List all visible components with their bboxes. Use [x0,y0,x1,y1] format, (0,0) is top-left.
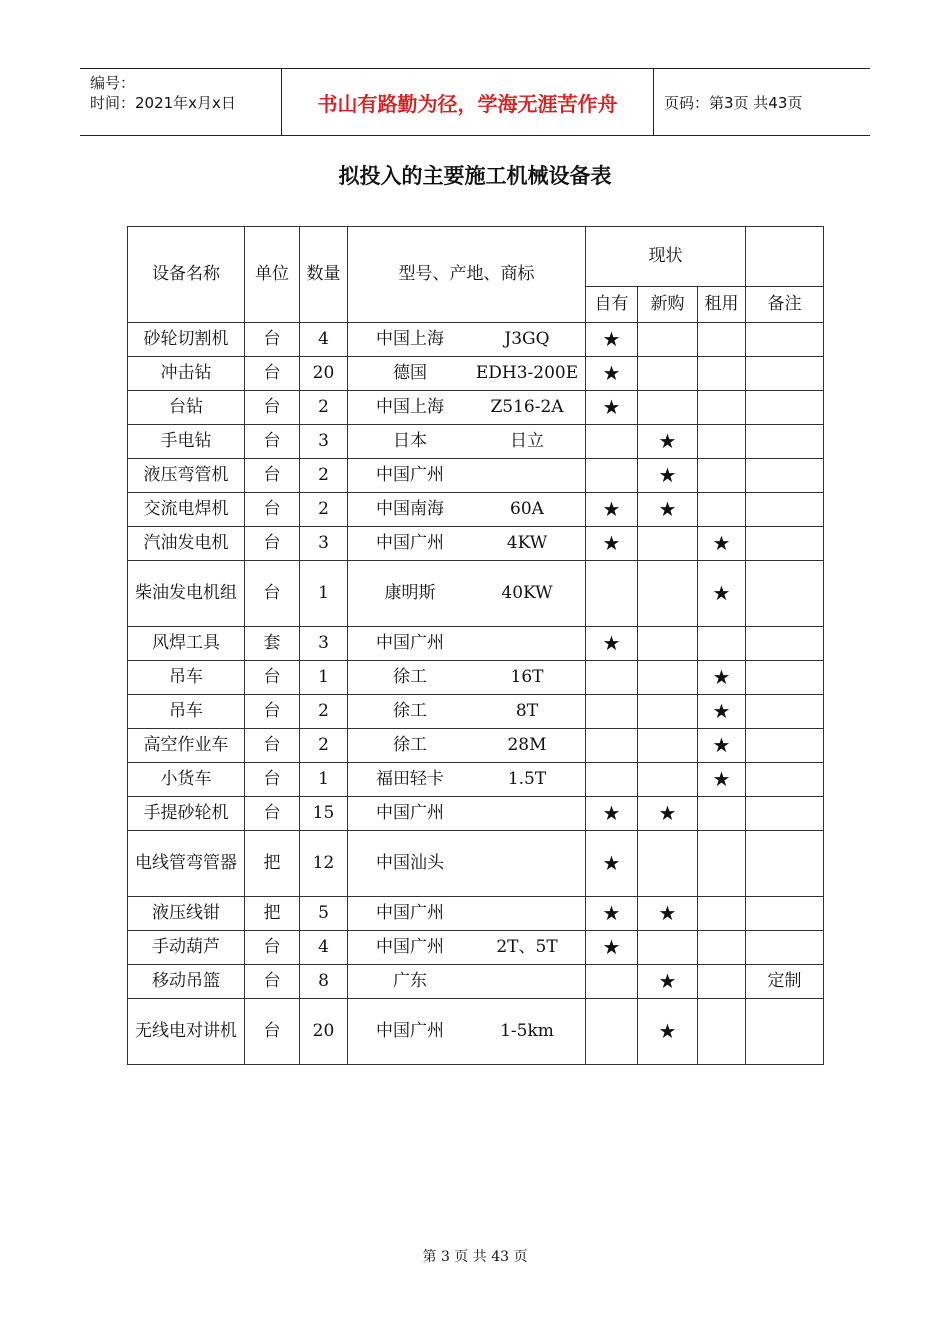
cell-new [638,831,698,897]
cell-model [348,797,586,831]
page-title: 拟投入的主要施工机械设备表 [338,163,612,188]
cell-model [348,763,586,797]
model-brand: 60A [510,499,544,519]
cell-model [348,897,586,931]
cell-qty: 12 [300,831,348,897]
cell-unit: 把 [245,831,300,897]
cell-qty: 1 [300,661,348,695]
cell-model [348,323,586,357]
cell-new [638,763,698,797]
cell-new [638,931,698,965]
cell-rent: ★ [698,527,746,561]
cell-own: ★ [586,391,638,425]
cell-note [746,425,824,459]
cell-unit: 台 [245,797,300,831]
model-origin: 中国广州 [376,937,444,957]
table-row [128,527,824,561]
table-row [128,965,824,999]
page-footer: 第 3 页 共 43 页 [422,1249,528,1265]
model-brand: 40KW [501,583,553,603]
table-row [128,763,824,797]
model-origin: 中国广州 [376,533,444,553]
cell-own [586,763,638,797]
cell-unit: 台 [245,391,300,425]
model-origin: 康明斯 [384,583,436,603]
cell-qty: 1 [300,763,348,797]
model-origin: 中国广州 [376,465,444,485]
cell-rent [698,391,746,425]
cell-name: 吊车 [128,695,245,729]
header-qty: 数量 [300,227,348,323]
cell-new: ★ [638,459,698,493]
model-origin: 广东 [393,971,427,991]
cell-model [348,391,586,425]
model-brand: Z516-2A [490,397,564,417]
cell-rent [698,797,746,831]
model-brand: 1.5T [507,769,547,789]
cell-note [746,357,824,391]
table-row [128,391,824,425]
table-row [128,627,824,661]
cell-unit: 台 [245,561,300,627]
table-row [128,999,824,1065]
model-brand: J3GQ [504,329,550,349]
cell-rent [698,931,746,965]
cell-qty: 2 [300,459,348,493]
cell-own [586,965,638,999]
cell-own: ★ [586,323,638,357]
cell-qty: 1 [300,561,348,627]
model-origin: 中国广州 [376,1021,444,1041]
table-row [128,561,824,627]
cell-note [746,729,824,763]
cell-name: 高空作业车 [128,729,245,763]
cell-rent [698,897,746,931]
cell-note [746,763,824,797]
cell-name: 冲击钻 [128,357,245,391]
cell-new [638,729,698,763]
cell-unit: 把 [245,897,300,931]
cell-note [746,627,824,661]
header-page-info: 页码：第3页 共43页 [664,93,803,112]
cell-new: ★ [638,897,698,931]
cell-unit: 台 [245,661,300,695]
cell-new [638,391,698,425]
header-status: 现状 [586,227,746,287]
table-row [128,797,824,831]
cell-note [746,391,824,425]
cell-rent: ★ [698,763,746,797]
cell-name: 风焊工具 [128,627,245,661]
cell-qty: 4 [300,931,348,965]
cell-rent [698,627,746,661]
cell-model [348,425,586,459]
cell-own [586,661,638,695]
cell-new: ★ [638,797,698,831]
cell-note [746,695,824,729]
cell-rent: ★ [698,561,746,627]
cell-unit: 台 [245,425,300,459]
cell-qty: 15 [300,797,348,831]
table-row [128,459,824,493]
cell-unit: 台 [245,931,300,965]
cell-model [348,357,586,391]
model-origin: 日本 [393,431,427,451]
header-note: 备注 [746,287,824,323]
cell-name: 汽油发电机 [128,527,245,561]
cell-new [638,561,698,627]
cell-qty: 2 [300,493,348,527]
cell-rent: ★ [698,729,746,763]
model-origin: 中国汕头 [376,853,444,873]
model-brand: 1-5km [500,1021,554,1041]
model-brand: 8T [515,701,539,721]
model-origin: 徐工 [393,667,427,687]
cell-name: 台钻 [128,391,245,425]
cell-qty: 2 [300,391,348,425]
cell-note [746,527,824,561]
cell-new [638,661,698,695]
cell-unit: 台 [245,763,300,797]
cell-rent [698,999,746,1065]
cell-name: 电线管弯管器 [128,831,245,897]
model-origin: 中国上海 [376,329,444,349]
cell-rent [698,831,746,897]
cell-qty: 8 [300,965,348,999]
cell-note [746,897,824,931]
cell-name: 手提砂轮机 [128,797,245,831]
cell-name: 无线电对讲机 [128,999,245,1065]
cell-new [638,695,698,729]
model-origin: 中国上海 [376,397,444,417]
cell-own: ★ [586,627,638,661]
table-row [128,931,824,965]
cell-own: ★ [586,831,638,897]
model-brand: EDH3-200E [475,363,579,383]
cell-name: 手电钻 [128,425,245,459]
cell-note [746,797,824,831]
table-row [128,661,824,695]
header-unit: 单位 [245,227,300,323]
table-row [128,493,824,527]
model-origin: 福田轻卡 [376,769,444,789]
cell-unit: 台 [245,527,300,561]
equipment-table [127,226,824,1065]
cell-qty: 4 [300,323,348,357]
cell-qty: 3 [300,527,348,561]
header-time: 时间：2021年x月x日 [90,94,236,112]
header-number: 编号： [90,74,136,92]
cell-unit: 台 [245,323,300,357]
cell-own: ★ [586,797,638,831]
cell-own [586,561,638,627]
cell-note [746,323,824,357]
table-row [128,425,824,459]
cell-name: 吊车 [128,661,245,695]
cell-qty: 20 [300,999,348,1065]
cell-unit: 台 [245,459,300,493]
table-row [128,729,824,763]
cell-model [348,493,586,527]
cell-name: 砂轮切割机 [128,323,245,357]
model-brand [468,797,586,830]
cell-own: ★ [586,527,638,561]
cell-rent: ★ [698,661,746,695]
cell-name: 移动吊篮 [128,965,245,999]
model-origin: 中国广州 [376,903,444,923]
cell-model [348,627,586,661]
cell-new [638,357,698,391]
table-row [128,831,824,897]
cell-name: 手动葫芦 [128,931,245,965]
cell-rent [698,493,746,527]
cell-model [348,965,586,999]
cell-rent [698,323,746,357]
cell-new: ★ [638,999,698,1065]
model-brand [468,897,586,930]
cell-note [746,661,824,695]
model-origin: 徐工 [393,735,427,755]
cell-model [348,561,586,627]
model-brand: 4KW [506,533,548,553]
model-origin: 中国广州 [376,803,444,823]
header-rent: 租用 [698,287,746,323]
cell-rent: ★ [698,695,746,729]
header-name: 设备名称 [128,227,245,323]
header-blank [746,227,824,287]
cell-qty: 2 [300,695,348,729]
cell-note [746,561,824,627]
cell-name: 小货车 [128,763,245,797]
table-row [128,357,824,391]
cell-model [348,459,586,493]
model-origin: 中国南海 [376,499,444,519]
cell-unit: 台 [245,695,300,729]
cell-name: 液压弯管机 [128,459,245,493]
cell-note [746,493,824,527]
model-brand: 28M [507,735,547,755]
cell-unit: 台 [245,729,300,763]
cell-note [746,459,824,493]
cell-new [638,323,698,357]
cell-own [586,459,638,493]
document-header [80,68,870,136]
header-meta [90,73,236,113]
model-origin: 徐工 [393,701,427,721]
model-origin: 中国广州 [376,633,444,653]
cell-own [586,695,638,729]
cell-note [746,999,824,1065]
table-row [128,323,824,357]
cell-rent [698,965,746,999]
header-new: 新购 [638,287,698,323]
cell-model [348,831,586,897]
model-brand: 日立 [510,431,544,451]
cell-rent [698,425,746,459]
cell-model [348,931,586,965]
cell-new [638,627,698,661]
model-origin: 德国 [393,363,427,383]
header-own: 自有 [586,287,638,323]
cell-qty: 2 [300,729,348,763]
cell-qty: 3 [300,425,348,459]
cell-note: 定制 [746,965,824,999]
cell-name: 柴油发电机组 [128,561,245,627]
header-model: 型号、产地、商标 [348,227,586,323]
cell-qty: 5 [300,897,348,931]
model-brand: 2T、5T [496,937,558,957]
model-brand [468,627,586,660]
cell-own: ★ [586,897,638,931]
cell-own [586,425,638,459]
header-motto: 书山有路勤为径，学海无涯苦作舟 [281,69,654,135]
cell-own [586,729,638,763]
table-row [128,897,824,931]
cell-new: ★ [638,425,698,459]
cell-qty: 20 [300,357,348,391]
model-brand [468,459,586,492]
cell-qty: 3 [300,627,348,661]
cell-model [348,729,586,763]
model-brand: 16T [510,667,544,687]
cell-rent [698,459,746,493]
cell-note [746,831,824,897]
cell-own: ★ [586,493,638,527]
table-row [128,695,824,729]
cell-own: ★ [586,931,638,965]
cell-unit: 套 [245,627,300,661]
cell-unit: 台 [245,965,300,999]
cell-name: 交流电焊机 [128,493,245,527]
cell-rent [698,357,746,391]
cell-unit: 台 [245,493,300,527]
cell-new: ★ [638,965,698,999]
cell-own [586,999,638,1065]
model-brand [468,965,586,998]
cell-note [746,931,824,965]
cell-unit: 台 [245,999,300,1065]
cell-model [348,695,586,729]
cell-model [348,527,586,561]
cell-new [638,527,698,561]
model-brand [468,831,586,896]
cell-name: 液压线钳 [128,897,245,931]
cell-new: ★ [638,493,698,527]
cell-own: ★ [586,357,638,391]
cell-model [348,999,586,1065]
cell-unit: 台 [245,357,300,391]
cell-model [348,661,586,695]
